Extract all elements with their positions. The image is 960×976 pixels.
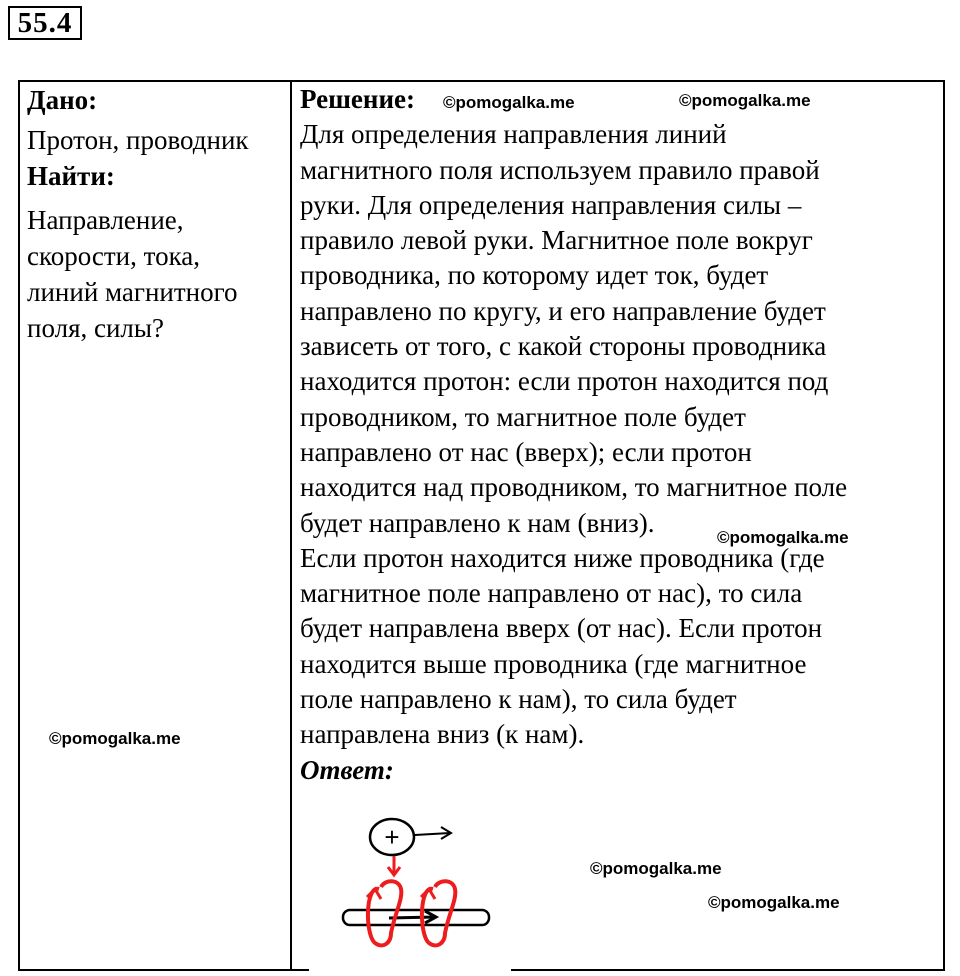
solution-line: направлено по кругу, и его направление будет — [300, 295, 826, 326]
solution-line: находится выше проводника (где магнитное — [300, 648, 807, 679]
watermark: ©pomogalka.me — [590, 859, 722, 878]
watermark: ©pomogalka.me — [708, 893, 840, 912]
watermark: ©pomogalka.me — [49, 729, 181, 748]
solution-line: направлена вниз (к нам). — [300, 719, 585, 750]
watermark: ©pomogalka.me — [679, 91, 811, 110]
solution-line: будет направлена вверх (от нас). Если протон — [300, 613, 823, 644]
find-line: скорости, тока, — [27, 241, 201, 271]
solution-line: находится протон: если протон находится под — [300, 366, 829, 397]
solution-line: зависеть от того, с какой стороны проводника — [300, 331, 827, 362]
solution-line: магнитного поля используем правило правой — [300, 154, 820, 185]
answer-figure — [309, 793, 511, 973]
find-line: линий магнитного — [27, 277, 238, 307]
solution-text — [300, 117, 940, 752]
solution-line: Для определения направления линий — [300, 119, 727, 150]
find-text — [27, 202, 289, 346]
solution-line: будет направлено к нам (вниз). — [300, 507, 655, 538]
watermark: ©pomogalka.me — [443, 93, 575, 112]
proton-sign: + — [384, 822, 400, 852]
solution-column — [300, 82, 940, 788]
given-text: Протон, проводник — [27, 125, 249, 155]
given-column — [27, 82, 289, 346]
solution-line: находится над проводником, то магнитное поле — [300, 472, 848, 503]
solution-line: правило левой руки. Магнитное поле вокруг — [300, 225, 813, 256]
solution-heading: Решение: — [300, 84, 415, 114]
find-heading: Найти: — [27, 161, 115, 191]
solution-line: проводника, по которому идет ток, будет — [300, 260, 769, 291]
solution-line: проводником, то магнитное поле будет — [300, 401, 746, 432]
find-line: поля, силы? — [27, 313, 165, 343]
column-divider — [290, 80, 292, 971]
solution-line: Если протон находится ниже проводника (где — [300, 542, 825, 573]
watermark: ©pomogalka.me — [717, 528, 849, 547]
given-heading: Дано: — [27, 85, 98, 115]
solution-line: направлено от нас (вверх); если протон — [300, 436, 752, 467]
answer-heading: Ответ: — [300, 754, 394, 785]
solution-line: руки. Для определения направления силы – — [300, 189, 802, 220]
find-line: Направление, — [27, 205, 184, 235]
figure-background — [309, 793, 511, 973]
solution-line: магнитное поле направлено от нас), то сила — [300, 578, 803, 609]
solution-line: поле направлено к нам), то сила будет — [300, 684, 737, 715]
problem-number: 55.4 — [8, 6, 82, 40]
